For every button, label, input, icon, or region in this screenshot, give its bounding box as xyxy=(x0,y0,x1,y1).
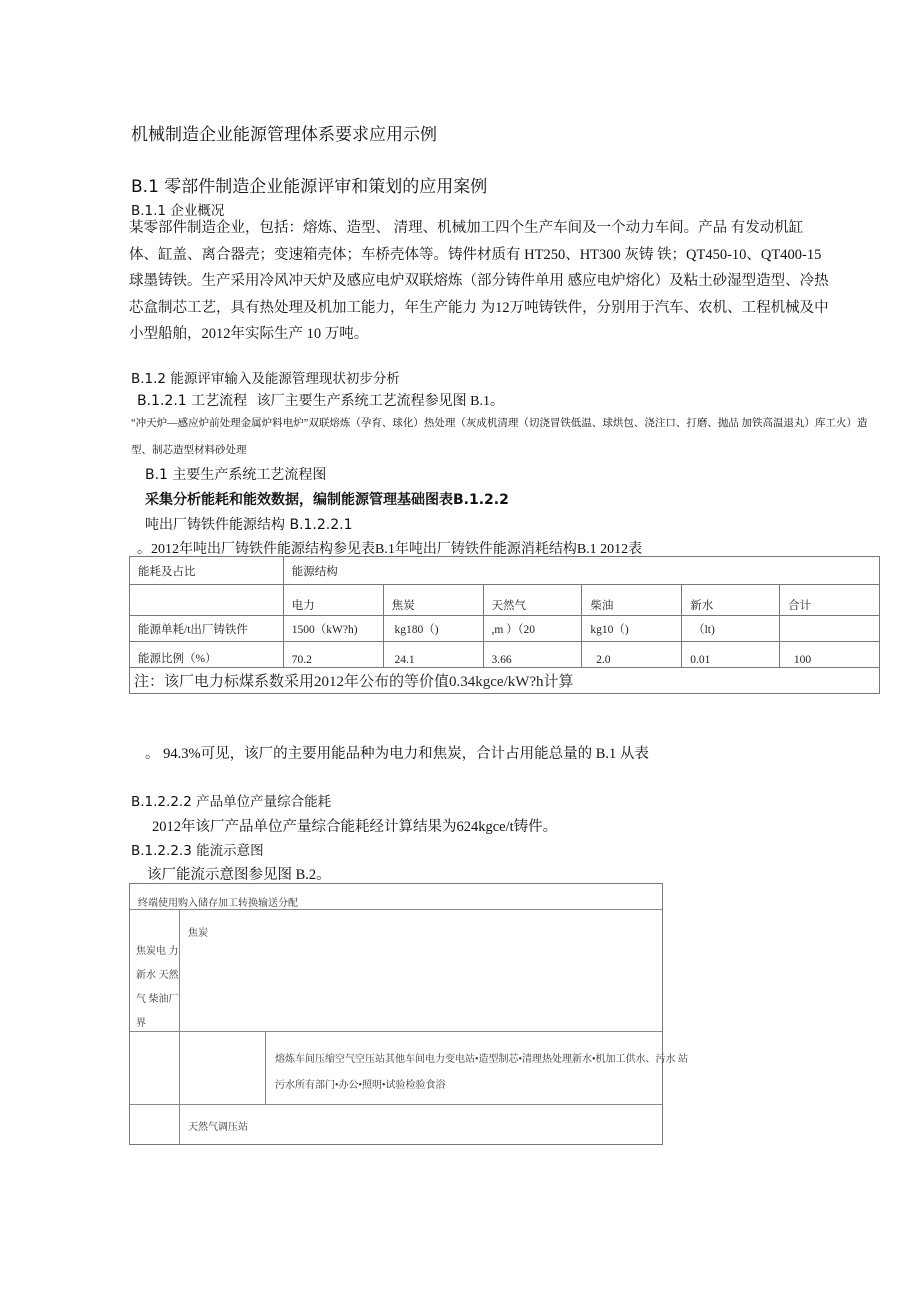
document-title: 机械制造企业能源管理体系要求应用示例 xyxy=(131,125,437,145)
table-note: 注：该厂电力标煤系数采用2012年公布的等价值0.34kgce/kW?h计算 xyxy=(130,668,880,694)
table-column-header: 新水 xyxy=(682,585,780,616)
table-cell: 1500（kW?h) xyxy=(283,616,383,642)
table-cell: 24.1 xyxy=(383,642,483,668)
section-heading-b11: B.1.1 企业概况 xyxy=(131,203,225,219)
table-cell: 100 xyxy=(780,642,880,668)
flow-input-line: 界 xyxy=(136,1018,146,1029)
section-heading-b1: B.1 零部件制造企业能源评审和策划的应用案例 xyxy=(131,177,488,197)
table-row-label: 能源单耗/t出厂铸铁件 xyxy=(130,616,284,642)
flow-workshop-line: 熔炼车间压缩空气空压站其他车间电力变电站•造型制芯•清理热处理新水•机加工供水、污水 站 xyxy=(275,1054,689,1065)
energy-flow-diagram xyxy=(129,883,689,1145)
process-flow-text xyxy=(131,410,867,464)
section-heading-b1223: B.1.2.2.3 能流示意图 xyxy=(131,843,264,859)
energy-structure-table xyxy=(129,556,880,694)
table-header-row xyxy=(130,557,880,585)
table-header-group: 能源结构 xyxy=(283,557,879,585)
table-column-header: 柴油 xyxy=(582,585,682,616)
flow-workshops xyxy=(275,1047,688,1099)
table-header-left: 能耗及占比 xyxy=(130,557,284,585)
table-cell: （lt) xyxy=(682,616,780,642)
section-heading-b121: B.1.2.1 工艺流程 xyxy=(137,393,248,409)
flow-divider xyxy=(179,909,180,1144)
table-cell: kg10（) xyxy=(582,616,682,642)
table-column-header: 天然气 xyxy=(483,585,582,616)
flow-divider xyxy=(130,1104,662,1105)
table-column-header: 合计 xyxy=(780,585,880,616)
table-row xyxy=(130,642,880,668)
table-cell: 3.66 xyxy=(483,642,582,668)
overview-line: 小型船舶，2012年实际生产 10 万吨。 xyxy=(129,326,369,342)
table-column-header: 电力 xyxy=(283,585,383,616)
flow-input-line: 新水 天然 xyxy=(136,970,179,981)
b1223-text: 该厂能流示意图参见图 B.2。 xyxy=(147,867,331,883)
table-row-label: 能源比例（%） xyxy=(130,642,284,668)
flow-header: 终端使用购入储存加工转换输送分配 xyxy=(138,898,298,909)
section-b121-text: 该厂主要生产系统工艺流程参见图 B.1。 xyxy=(256,394,504,409)
table-cell: 0.01 xyxy=(682,642,780,668)
figure-b1-caption: B.1 主要生产系统工艺流程图 xyxy=(145,467,327,483)
flow-divider xyxy=(130,909,662,910)
flow-gas-station: 天然气调压站 xyxy=(188,1122,248,1133)
table-cell: 70.2 xyxy=(283,642,383,668)
flow-workshop-line: 污水所有部门•办公•照明•试验检验食浴 xyxy=(275,1080,446,1091)
table-column-header: 焦炭 xyxy=(383,585,483,616)
analysis-text: 。 94.3%可见，该厂的主要用能品种为电力和焦炭，合计占用能总量的 B.1 从表 xyxy=(145,746,649,762)
table-cell: 2.0 xyxy=(582,642,682,668)
table-intro: 。2012年吨出厂铸铁件能源结构参见表B.1年吨出厂铸铁件能源消耗结构B.1 2012表 xyxy=(137,542,643,557)
process-line: “冲天炉—感应炉前处理金属炉料电炉”双联熔炼（孕育、球化）热处理（灰成机清理（切浇冒铁低温、球烘包、浇注口、打磨、抛品 加铁高温退丸）库工火）造 xyxy=(131,418,868,429)
table-cell-empty xyxy=(130,585,284,616)
section-heading-b1222: B.1.2.2.2 产品单位产量综合能耗 xyxy=(131,794,332,810)
table-cell: ,m ）（20 xyxy=(483,616,582,642)
table-row xyxy=(130,616,880,642)
b1222-text: 2012年该厂产品单位产量综合能耗经计算结果为624kgce/t铸件。 xyxy=(152,819,558,835)
table-cell xyxy=(780,616,880,642)
section-heading-b12: B.1.2 能源评审输入及能源管理现状初步分析 xyxy=(131,371,400,387)
flow-left-inputs xyxy=(136,940,179,1036)
overview-line: 某零部件制造企业，包括：熔炼、造型、 清理、机械加工四个生产车间及一个动力车间。产品 有发动机缸 xyxy=(129,220,804,236)
section-heading-b1221: 吨出厂铸铁件能源结构 B.1.2.2.1 xyxy=(145,517,353,533)
overview-line: 球墨铸铁。生产采用冷风冲天炉及感应电炉双联熔炼（部分铸件单用 感应电炉熔化）及粘土砂湿型造型、冷热 xyxy=(129,273,829,289)
flow-input-line: 焦炭电 力 xyxy=(136,946,179,957)
overview-line: 体、缸盖、离合器壳；变速箱壳体；车桥壳体等。铸件材质有 HT250、HT300 灰铸 铁；QT450-10、QT400-15 xyxy=(129,246,822,263)
overview-line: 芯盒制芯工艺，具有热处理及机加工能力，年生产能力 为12万吨铸铁件，分别用于汽车、农机、工程机械及中 xyxy=(129,299,829,316)
flow-coke-label: 焦炭 xyxy=(188,928,208,939)
overview-paragraph xyxy=(129,215,829,348)
table-column-row xyxy=(130,585,880,616)
flow-divider xyxy=(130,1031,662,1032)
table-note-row xyxy=(130,668,880,694)
flow-input-line: 气 柴油厂 xyxy=(136,994,179,1005)
section-b121-line xyxy=(137,390,504,410)
table-cell: kg180（) xyxy=(383,616,483,642)
section-heading-b122: 采集分析能耗和能效数据，编制能源管理基础图表B.1.2.2 xyxy=(145,492,509,508)
process-line: 型、制芯造型材料砂处理 xyxy=(131,445,247,456)
flow-divider xyxy=(265,1031,266,1104)
